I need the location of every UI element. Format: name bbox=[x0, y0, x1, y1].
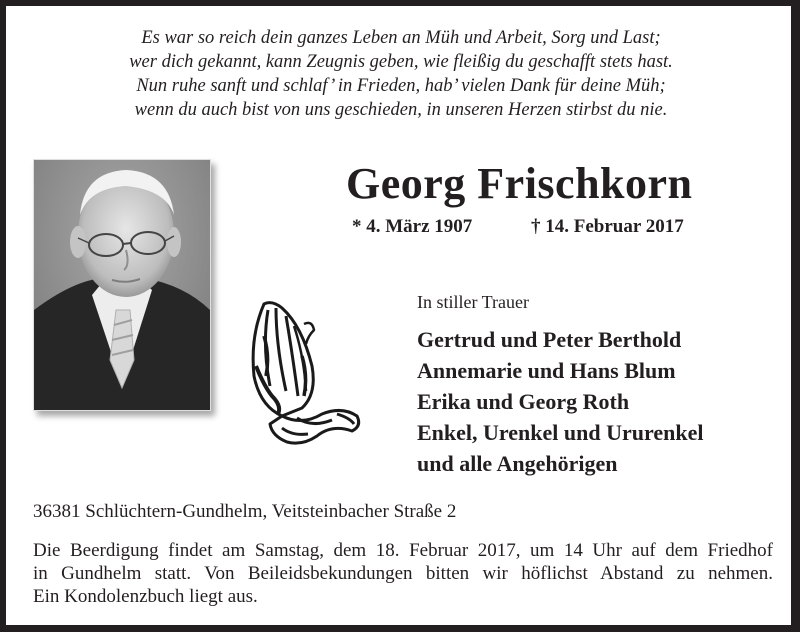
praying-hands-icon bbox=[242, 296, 370, 446]
mourner-entry: Erika und Georg Roth bbox=[417, 389, 630, 414]
funeral-notice bbox=[33, 539, 773, 608]
deceased-name: Georg Frischkorn bbox=[346, 159, 693, 208]
verse-line: Es war so reich dein ganzes Leben an Müh und Arbeit, Sorg und Last; bbox=[141, 28, 661, 48]
obituary-card bbox=[6, 6, 791, 625]
birth-date: * 4. März 1907 bbox=[352, 216, 473, 237]
death-date: † 14. Februar 2017 bbox=[531, 216, 684, 237]
family-address: 36381 Schlüchtern-Gundhelm, Veitsteinbacher Straße 2 bbox=[33, 501, 457, 522]
funeral-line: Die Beerdigung findet am Samstag, dem 18. Februar 2017, um 14 Uhr auf dem Friedhof bbox=[33, 540, 773, 561]
memorial-verse bbox=[36, 26, 766, 122]
verse-line: wer dich gekannt, kann Zeugnis geben, wie fleißig du geschafft stets hast. bbox=[129, 52, 673, 72]
portrait-image bbox=[34, 160, 210, 410]
verse-line: wenn du auch bist von uns geschieden, in unseren Herzen stirbst du nie. bbox=[134, 100, 668, 120]
mourner-entry: Enkel, Urenkel und Ururenkel bbox=[417, 420, 704, 445]
funeral-line: Ein Kondolenzbuch liegt aus. bbox=[33, 586, 258, 607]
mourner-entry: Annemarie und Hans Blum bbox=[417, 358, 676, 383]
verse-line: Nun ruhe sanft und schlaf’ in Frieden, hab’ vielen Dank für deine Müh; bbox=[136, 76, 666, 96]
mourners-list bbox=[417, 324, 703, 479]
funeral-line: in Gundhelm statt. Von Beileidsbekundungen bitten wir höflichst Abstand zu nehmen. bbox=[33, 563, 773, 584]
mourner-entry: Gertrud und Peter Berthold bbox=[417, 327, 682, 352]
mourner-entry: und alle Angehörigen bbox=[417, 451, 618, 476]
mourning-label: In stiller Trauer bbox=[417, 292, 529, 312]
portrait-photo bbox=[33, 159, 211, 411]
